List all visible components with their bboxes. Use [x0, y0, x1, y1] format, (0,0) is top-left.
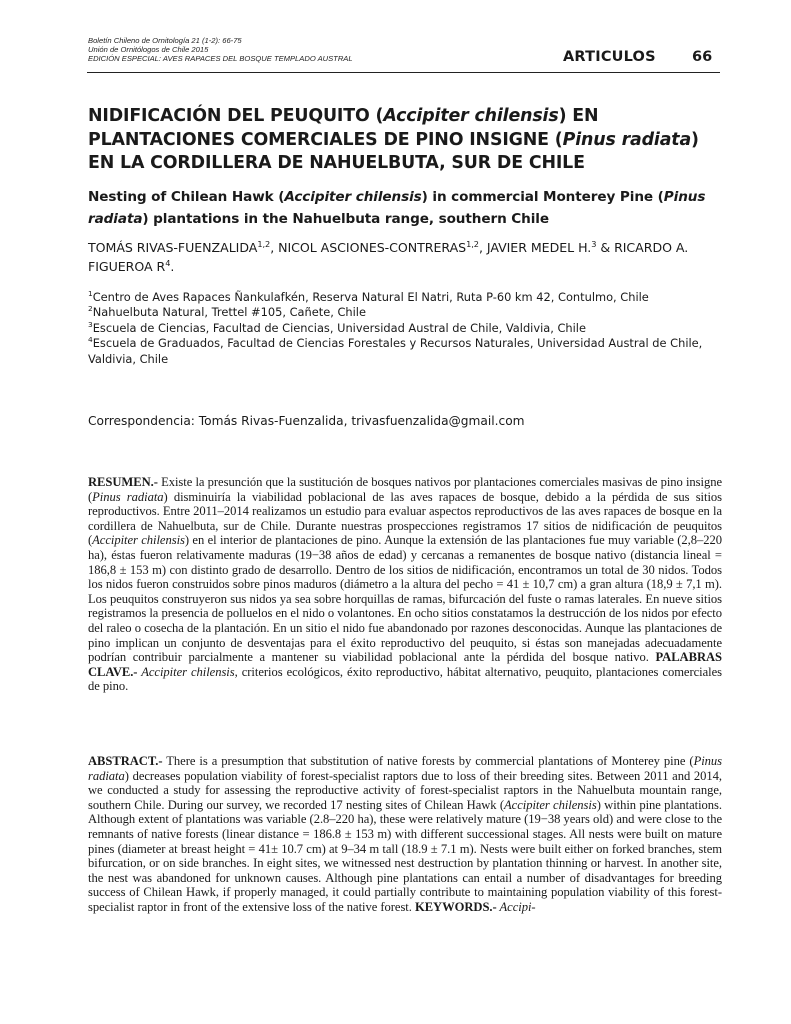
title-part: ) EN LA CORDILLERA DE NAHUELBUTA, SUR DE CHILE [88, 129, 699, 173]
abstract-label: ABSTRACT.- [88, 754, 163, 768]
affiliation-text: Escuela de Graduados, Facultad de Ciencias Forestales y Recursos Naturales, Universidad Austral de Chile, Valdivia, Chile [88, 336, 703, 366]
title-species: Accipiter chilensis [383, 106, 559, 126]
subtitle-part: ) plantations in the Nahuelbuta range, southern Chile [142, 211, 549, 227]
abstract-paragraph [88, 754, 722, 915]
author-name: , JAVIER MEDEL H. [478, 240, 592, 255]
affiliation-text: Escuela de Ciencias, Facultad de Ciencias, Universidad Austral de Chile, Valdivia, Chile [92, 320, 586, 335]
english-title [88, 186, 728, 230]
title-species: Pinus radiata [562, 129, 692, 150]
resumen-label: RESUMEN.- [88, 475, 158, 489]
author-affiliation-mark: 4 [165, 257, 171, 268]
resumen-paragraph [88, 475, 722, 694]
subtitle-species: Pinus radiata [88, 189, 706, 227]
journal-info [88, 36, 353, 64]
author-name: & RICARDO A. FIGUEROA R [88, 240, 689, 274]
resumen-text: ) en el interior de plantaciones de pino. Aunque la extensión de las plantaciones fue muy variable (2,8–220 ha), éstas fueron relativamente maduras (19−38 años de edad) y cercanas a remanentes de bosque nativo (distancia lineal = 186,8 ± 153 m) con distinto grado de desarrollo. Dentro de los sitios de nidificación, encontramos un total de 30 nidos. Todos los nidos fueron construidos sobre pinos maduros (diámetro a la altura del pecho = 41 ± 10,7 cm) a gran altura (18,9 ± 7,1 m). Los peuquitos construyeron sus nidos ya sea sobre horquillas de ramas, bifurcación del fuste o ramas laterales. En nueve sitios registramos la presencia de polluelos en el nido o volantones. En ocho sitios constatamos la destrucción de los nidos por efecto del raleo o cosecha de la plantación. En un sitio el nido fue abandonado por razones desconocidas. Aunque las plantaciones de pino implican un conjunto de desventajas para el éxito reproductivo del peuquito, si éstas son manejadas adecuadamente podrían contribuir parcialmente a mantener su viabilidad poblacional ante la pérdida del bosque nativo. [88, 533, 722, 665]
author-affiliation-mark: 1,2 [466, 238, 479, 249]
abstract-text: There is a presumption that substitution of native forests by commercial plantations of Monterey pine ( [162, 754, 694, 768]
affiliation [88, 336, 728, 367]
affiliation-number: 3 [88, 320, 93, 330]
species-name: Pinus radiata [88, 754, 722, 783]
keywords-text: Accipi- [496, 899, 536, 914]
keywords-label: KEYWORDS.- [414, 899, 497, 914]
section-label: ARTICULOS [563, 49, 656, 65]
author-name: TOMÁS RIVAS-FUENZALIDA [88, 240, 258, 255]
author-name: , NICOL ASCIONES-CONTRERAS [270, 240, 467, 255]
affiliation [88, 321, 728, 336]
keywords-label: PALABRAS CLAVE.- [88, 650, 722, 679]
title-part: ) EN PLANTACIONES COMERCIALES DE PINO INSIGNE ( [88, 106, 599, 150]
species-name: Pinus radiata [92, 489, 164, 504]
species-name: Accipiter chilensis [92, 533, 185, 548]
abstract-text: ) within pine plantations. Although extent of plantations was variable (2.8–220 ha), these were relatively mature (19−38 years old) and were close to the remnants of native forests (linear distance = 186.8 ± 153 m) with different successional stages. All nests were built on mature pines (diameter at breast height = 41± 10.7 cm) at 9–34 m tall (18.9 ± 7.1 m). Nests were built either on forked branches, stem bifurcation, or on side branches. In eight sites, we witnessed nest destruction by plantation thinning or harvest. In another site, the nest was abandoned for unknown causes. Although pine plantations can entail a number of disadvantages for breeding success of Chilean Hawk, if properly managed, it could partially contribute to maintaining population viability of this forest-specialist raptor in front of the extensive loss of the native forest. [88, 797, 722, 914]
subtitle-part: ) in commercial Monterey Pine ( [421, 189, 664, 205]
affiliation-text: Centro de Aves Rapaces Ñankulafkén, Reserva Natural El Natri, Ruta P-60 km 42, Contulmo, Chile [92, 290, 649, 304]
affiliation-text: Nahuelbuta Natural, Trettel #105, Cañete, Chile [92, 305, 366, 320]
affiliation [88, 290, 728, 305]
affiliations [88, 290, 728, 367]
species-name: Accipiter chilensis [137, 664, 235, 679]
affiliation-number: 4 [88, 335, 93, 345]
resumen-text: ) disminuiría la viabilidad poblacional de las aves rapaces de bosque, debido a la pérdida de sus sitios reproductivos. Entre 2011–2014 realizamos un estudio para evaluar aspectos reproductivos de las aves rapaces de bosque en la cordillera de Nahuelbuta, sur de Chile. Durante nuestras prospecciones registramos 17 sitios de nidificación de peuquitos ( [88, 489, 722, 548]
affiliation-number: 1 [88, 289, 93, 299]
abstract-text: ) decreases population viability of forest-specialist raptors due to loss of their breeding sites. Between 2011 and 2014, we conducted a study for assessing the reproductive activity of forest-specialist raptors in the Nahuelbuta mountain range, southern Chile. During our survey, we recorded 17 nesting sites of Chilean Hawk ( [88, 768, 722, 812]
author-list [88, 238, 728, 276]
keywords-text: , criterios ecológicos, éxito reproductivo, hábitat alternativo, peuquito, plantaciones comerciales de pino. [88, 664, 722, 694]
affiliation-number: 2 [88, 304, 93, 314]
subtitle-part: Nesting of Chilean Hawk ( [88, 189, 285, 205]
journal-line: Boletín Chileno de Ornitología 21 (1-2): 66-75 [88, 36, 242, 45]
subtitle-species: Accipiter chilensis [284, 189, 422, 205]
author-affiliation-mark: 1,2 [257, 238, 271, 249]
journal-line: Unión de Ornitólogos de Chile 2015 [88, 45, 209, 55]
resumen-text: Existe la presunción que la sustitución de bosques nativos por plantaciones comerciales masivas de pino insigne ( [88, 475, 722, 504]
author-affiliation-mark: 3 [591, 238, 597, 249]
affiliation [88, 305, 728, 320]
page-number: 66 [692, 49, 713, 65]
species-name: Accipiter chilensis [504, 797, 597, 812]
title-part: NIDIFICACIÓN DEL PEUQUITO ( [88, 106, 384, 126]
journal-line: EDICIÓN ESPECIAL: AVES RAPACES DEL BOSQUE TEMPLADO AUSTRAL [88, 54, 353, 64]
author-list-end: . [170, 259, 175, 274]
header-rule [87, 72, 720, 73]
article-title [88, 105, 728, 176]
correspondence: Correspondencia: Tomás Rivas-Fuenzalida, trivasfuenzalida@gmail.com [88, 414, 525, 428]
